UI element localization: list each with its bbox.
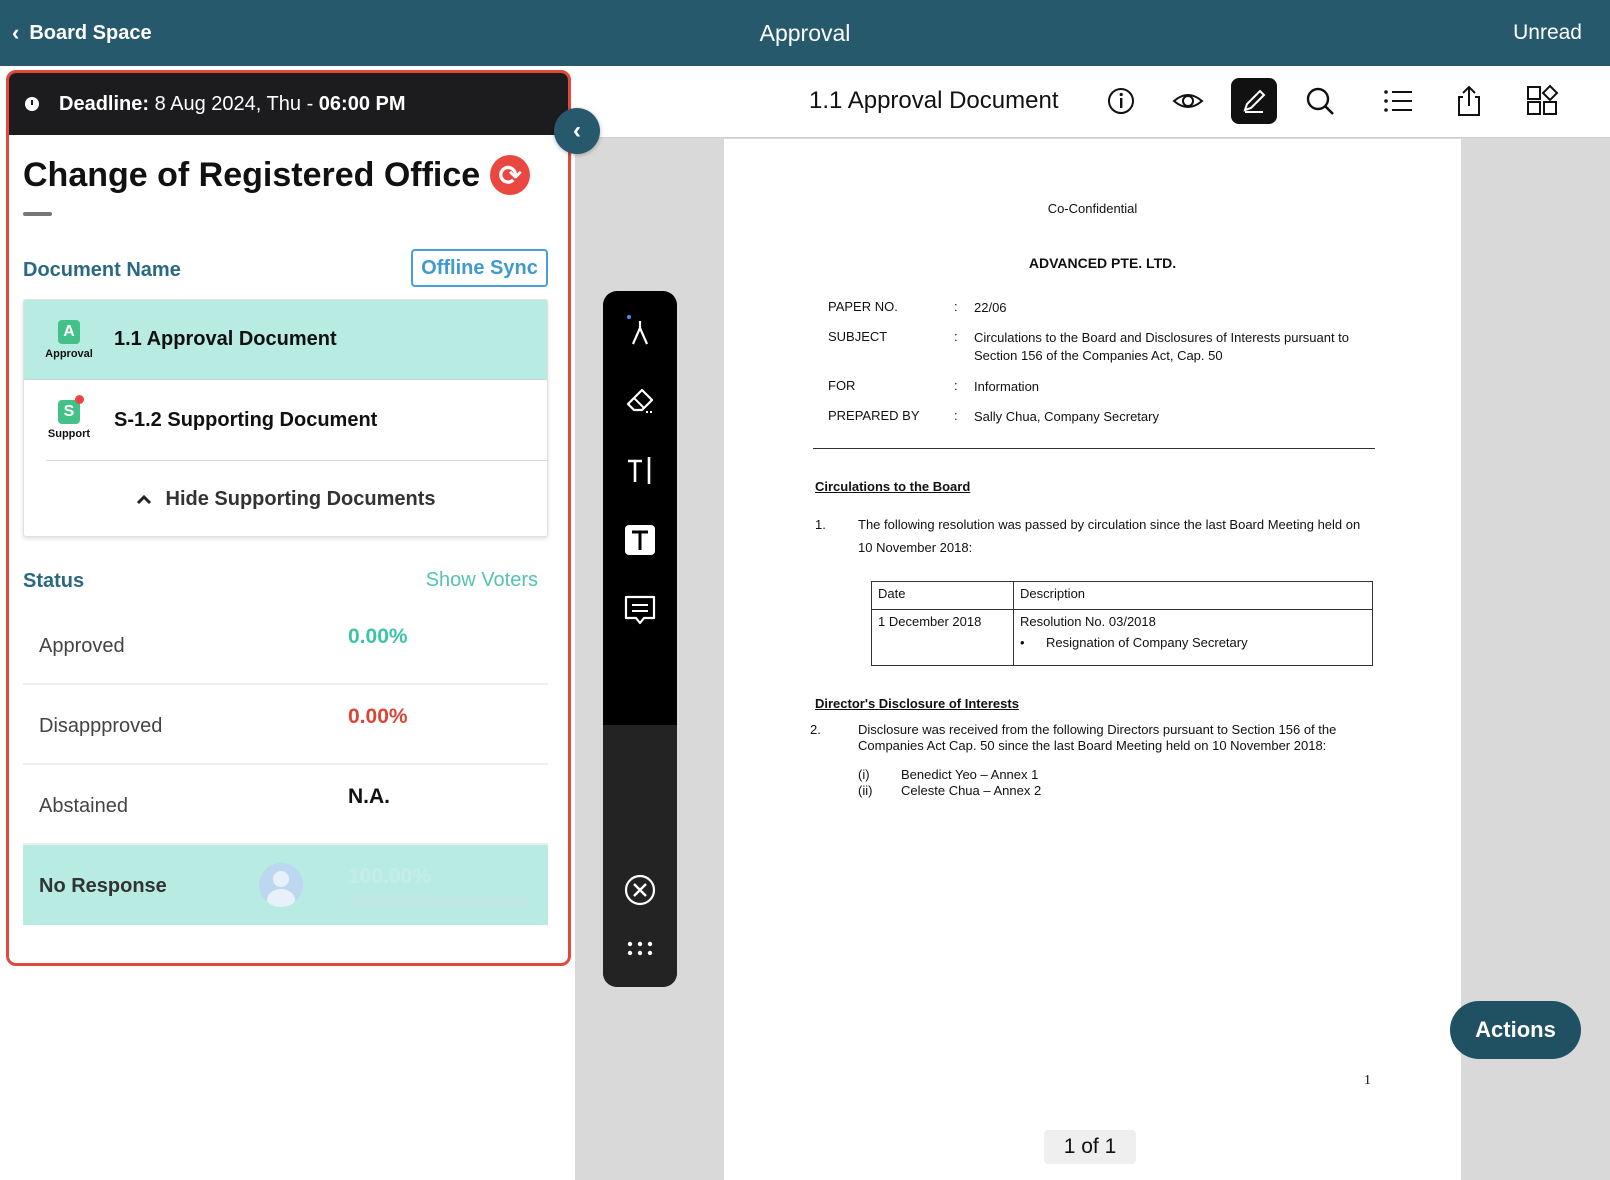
list-item: Celeste Chua – Annex 2	[901, 783, 1042, 798]
chevron-left-icon: ‹	[12, 20, 20, 45]
paragraph-number: 1.	[815, 517, 826, 532]
meta-colon: :	[954, 378, 958, 393]
list-icon[interactable]	[1375, 78, 1421, 124]
info-icon[interactable]	[1098, 78, 1144, 124]
divider-line	[813, 448, 1375, 449]
text-box-icon[interactable]	[617, 517, 663, 563]
meeting-details-panel	[6, 70, 571, 966]
page-number: 1	[1364, 1073, 1371, 1088]
top-bar	[0, 0, 1610, 66]
status-row-no-response[interactable]	[23, 845, 548, 925]
status-row-approved	[23, 605, 548, 685]
deadline-bar	[9, 73, 568, 135]
page-title: Approval	[759, 20, 851, 46]
status-row-label: Approved	[39, 635, 125, 657]
show-voters-link[interactable]: Show Voters	[425, 569, 538, 591]
list-number: (i)	[858, 767, 870, 782]
document-list	[23, 299, 548, 537]
page-indicator: 1 of 1	[1044, 1130, 1136, 1164]
meta-key: FOR	[828, 378, 856, 393]
back-label: Board Space	[29, 21, 152, 44]
meta-key: PAPER NO.	[828, 299, 898, 314]
chevron-left-icon: ‹	[573, 117, 581, 144]
meeting-title-text: Change of Registered Office	[23, 155, 481, 194]
meta-key: PREPARED BY	[828, 408, 920, 423]
paragraph-number: 2.	[810, 722, 821, 737]
document-item-label: S-1.2 Supporting Document	[114, 408, 378, 431]
offline-sync-button[interactable]: Offline Sync	[411, 249, 548, 287]
collapse-panel-button[interactable]	[554, 108, 600, 154]
meta-value: Sally Chua, Company Secretary	[974, 409, 1159, 424]
comment-icon[interactable]	[617, 587, 663, 633]
document-page	[724, 139, 1461, 1180]
paragraph-2: Disclosure was received from the following Directors pursuant to Section 156 of the Companies Act Cap. 50 since the last Board Meeting held on 10 November 2018:	[858, 722, 1337, 753]
meta-colon: :	[954, 408, 958, 423]
avatar-icon	[259, 863, 303, 907]
table-cell-date: 1 December 2018	[872, 610, 1014, 666]
deadline-time: 06:00 PM	[318, 92, 406, 115]
no-response-percentage: 100.00%	[348, 865, 431, 888]
close-icon[interactable]	[617, 867, 663, 913]
grid-icon[interactable]	[1519, 78, 1565, 124]
status-label: Status	[23, 570, 85, 592]
document-item-supporting[interactable]	[24, 380, 547, 460]
deadline-date: 8 Aug 2024, Thu -	[149, 92, 319, 115]
document-name-label: Document Name	[23, 259, 181, 281]
status-row-value: 0.00%	[348, 625, 408, 648]
meeting-title	[23, 155, 530, 195]
section-heading-circulations: Circulations to the Board	[815, 479, 971, 494]
list-item: Benedict Yeo – Annex 1	[901, 767, 1039, 782]
pencil-icon[interactable]	[1231, 78, 1277, 124]
section-heading-disclosure: Director's Disclosure of Interests	[815, 696, 1019, 711]
approval-badge: A	[58, 320, 80, 344]
support-tag: Support	[47, 428, 91, 440]
status-row-abstained	[23, 765, 548, 845]
refresh-icon[interactable]: ⟳	[490, 155, 530, 195]
status-row-value: 0.00%	[348, 705, 408, 728]
clock-icon	[25, 97, 39, 111]
unread-button[interactable]: Unread	[1513, 21, 1582, 44]
no-response-progress-bar	[348, 895, 528, 907]
meta-value: Information	[974, 379, 1040, 394]
hide-supporting-documents-button[interactable]	[24, 460, 547, 538]
search-icon[interactable]	[1297, 78, 1343, 124]
status-row-value: N.A.	[348, 785, 390, 808]
hide-supporting-label: Hide Supporting Documents	[165, 487, 436, 510]
approval-doc-icon	[24, 320, 114, 360]
support-doc-icon	[24, 400, 114, 440]
chevron-up-icon	[136, 493, 152, 505]
actions-button[interactable]: Actions	[1450, 1001, 1581, 1059]
pen-tool-icon[interactable]	[617, 307, 663, 353]
annotation-toolbar	[603, 291, 677, 987]
meta-colon: :	[954, 329, 958, 344]
support-badge: S	[58, 400, 80, 424]
more-options-icon[interactable]	[617, 925, 663, 971]
table-cell-description	[1014, 610, 1373, 666]
share-icon[interactable]	[1446, 78, 1492, 124]
table-header-date: Date	[872, 582, 1014, 610]
status-row-label: No Response	[39, 875, 167, 897]
eraser-icon[interactable]	[617, 377, 663, 423]
deadline-label: Deadline:	[59, 92, 150, 115]
resolution-number: Resolution No. 03/2018	[1020, 614, 1156, 629]
status-row-disapproved	[23, 685, 548, 765]
left-panel	[0, 66, 575, 1180]
document-item-label: 1.1 Approval Document	[114, 328, 337, 350]
status-row-label: Abstained	[39, 795, 128, 817]
meta-value: Circulations to the Board and Disclosures of Interests pursuant to Section 156 of the Companies Act, Cap. 50	[974, 330, 1350, 363]
unread-dot-icon	[75, 395, 84, 404]
list-number: (ii)	[858, 783, 873, 798]
document-toolbar	[575, 66, 1610, 138]
status-row-label: Disappproved	[39, 715, 163, 737]
table-header-description: Description	[1014, 582, 1373, 610]
back-button[interactable]	[12, 20, 152, 46]
meta-colon: :	[954, 299, 958, 314]
document-title: 1.1 Approval Document	[809, 87, 1059, 114]
document-item-approval[interactable]	[24, 300, 547, 380]
eye-icon[interactable]	[1165, 78, 1211, 124]
paragraph-1: The following resolution was passed by circulation since the last Board Meeting held on 10 November 2018:	[858, 517, 1361, 555]
title-underline	[23, 212, 52, 216]
meta-key: SUBJECT	[828, 329, 888, 344]
bullet-item: • Resignation of Company Secretary	[1020, 635, 1248, 650]
resolution-table	[871, 581, 1373, 666]
confidential-label: Co-Confidential	[1047, 201, 1138, 216]
text-cursor-icon[interactable]	[617, 447, 663, 493]
approval-tag: Approval	[45, 347, 93, 360]
progress-fill	[348, 895, 528, 907]
meta-value: 22/06	[974, 300, 1007, 315]
bullet-text: Resignation of Company Secretary	[1046, 635, 1248, 650]
company-name: ADVANCED PTE. LTD.	[1028, 255, 1177, 271]
